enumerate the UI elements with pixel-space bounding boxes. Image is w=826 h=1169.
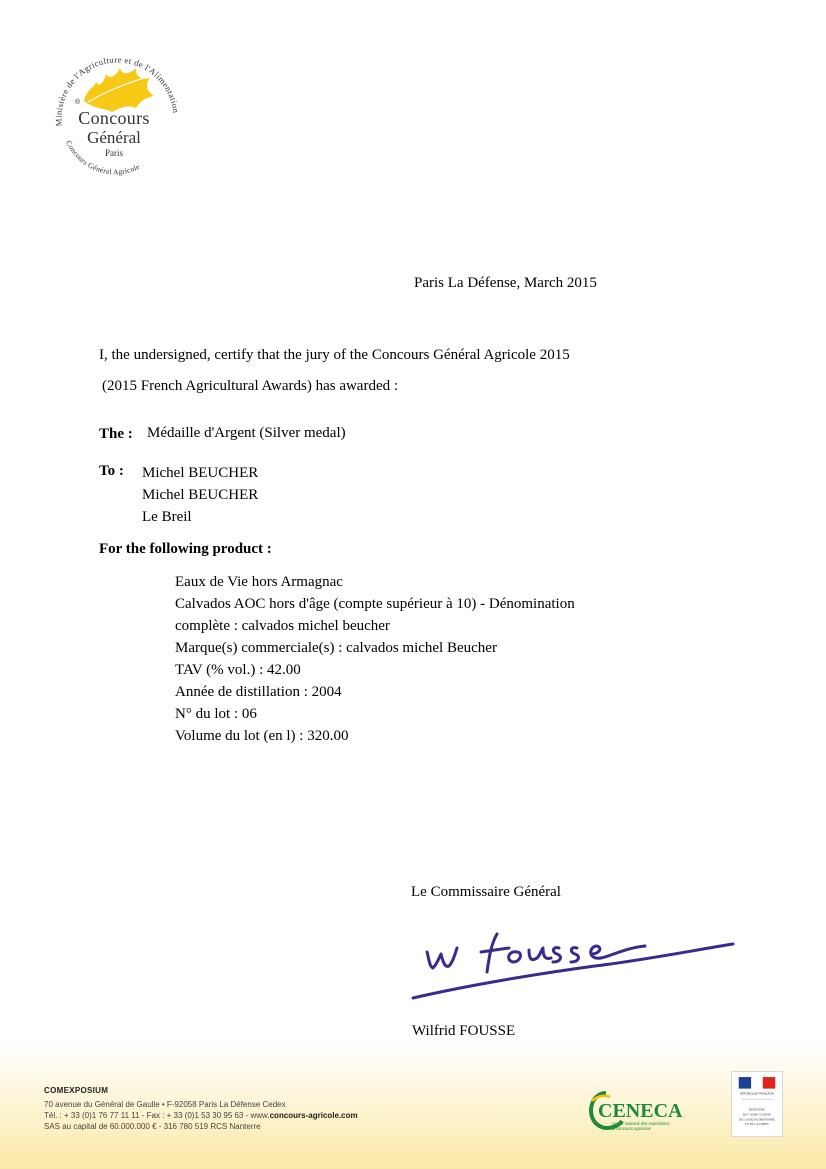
product-details xyxy=(175,571,575,747)
recipient-line: Michel BEUCHER xyxy=(142,487,259,503)
recipient-line: Michel BEUCHER xyxy=(142,465,259,481)
handwritten-signature xyxy=(405,918,740,1006)
footer-company: COMEXPOSIUM xyxy=(44,1086,109,1095)
french-flag-icon xyxy=(739,1077,776,1089)
signatory-title: Le Commissaire Général xyxy=(411,884,561,900)
product-line: Marque(s) commerciale(s) : calvados michel Beucher xyxy=(175,640,497,656)
logo-ring-top-text: Ministère de l'Agriculture et de l'Alimentation xyxy=(53,54,182,127)
footer-contact xyxy=(44,1111,358,1120)
logo-line1: Concours xyxy=(78,108,150,128)
certification-line-1: I, the undersigned, certify that the jury of the Concours Général Agricole 2015 xyxy=(99,347,570,363)
oak-leaf-icon xyxy=(84,68,154,112)
ceneca-name: CENECA xyxy=(598,1100,683,1122)
ministry-line1: MINISTÈRE xyxy=(748,1107,766,1112)
award-value: Médaille d'Argent (Silver medal) xyxy=(147,425,346,441)
product-line: Eaux de Vie hors Armagnac xyxy=(175,574,343,590)
product-line: complète : calvados michel beucher xyxy=(175,618,390,634)
footer xyxy=(0,1045,826,1169)
recipient-line: Le Breil xyxy=(142,509,192,525)
recipient-label: To : xyxy=(99,463,124,479)
logo-ring-bottom-text: Concours Général Agricole xyxy=(64,138,142,177)
footer-contact-text: Tél. : + 33 (0)1 76 77 11 11 - Fax : + 33 (0)1 53 30 95 63 - www. xyxy=(44,1111,270,1120)
concours-general-logo xyxy=(40,38,188,186)
ministry-line4: ET DE LA FORÊT xyxy=(745,1122,769,1127)
letter-date: Paris La Défense, March 2015 xyxy=(414,275,597,291)
footer-website-link[interactable]: concours-agricole.com xyxy=(269,1111,358,1120)
ministry-logo xyxy=(731,1071,783,1137)
ministry-republic: RÉPUBLIQUE FRANÇAISE xyxy=(740,1092,774,1096)
signatory-name: Wilfrid FOUSSE xyxy=(412,1023,516,1039)
ministry-line2: DE L'AGRICULTURE xyxy=(742,1112,772,1117)
product-line: N° du lot : 06 xyxy=(175,706,257,722)
product-line: Année de distillation : 2004 xyxy=(175,684,342,700)
footer-address: 70 avenue du Général de Gaulle • F-92058 Paris La Défense Cedex xyxy=(44,1100,286,1109)
ministry-line3: DE L'AGROALIMENTAIRE xyxy=(738,1117,776,1122)
logo-line2: Général xyxy=(87,128,141,147)
ceneca-sub2: & concours agricoles xyxy=(612,1126,651,1131)
ceneca-sub1: centre national des expositions xyxy=(612,1121,670,1126)
product-line: Calvados AOC hors d'âge (compte supérieur à 10) - Dénomination xyxy=(175,596,575,612)
logo-line3: Paris xyxy=(105,148,123,158)
certification-line-2: (2015 French Agricultural Awards) has awarded : xyxy=(102,378,399,394)
svg-text:®: ® xyxy=(75,99,81,106)
footer-capital: SAS au capital de 60.000.000 € - 316 780 519 RCS Nanterre xyxy=(44,1122,261,1131)
product-line: TAV (% vol.) : 42.00 xyxy=(175,662,301,678)
product-line: Volume du lot (en l) : 320.00 xyxy=(175,728,349,744)
ceneca-logo xyxy=(584,1087,684,1137)
product-label: For the following product : xyxy=(99,541,272,557)
award-label: The : xyxy=(99,426,133,442)
